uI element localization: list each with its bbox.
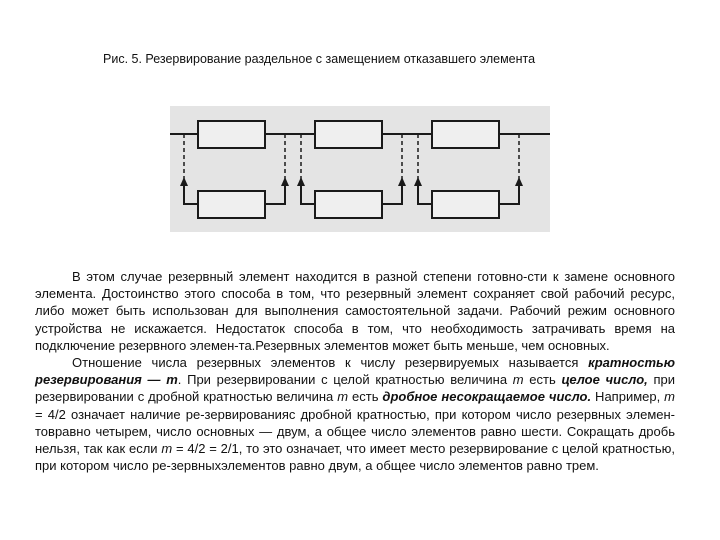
variable-m-2: m <box>337 389 349 405</box>
p2-text-2: . При резервировании с целой кратностью величина <box>177 372 513 388</box>
p2-text-7: = 4/2 означает наличие ре-зервированияс дробной кратностью, при котором число резервных элемен-товравно четырем, число основных — двум, а общее число элементов равно шести. Сокращать дробь нельзя, так как если <box>35 406 675 457</box>
paragraph-1: В этом случае резервный элемент находится в разной степени готовно-сти к замене основного элемента. Достоинство этого способа в том, что резервный элемент сохраняет свой рабочий ресурс, либо может быть использован для выполнения самостоятельной задачи. Рабочий режим основного устройства не искажается. Недостаток способа в том, что необходимость затрачивать время на подключение резервного элемен-та.Резервных элементов может быть меньше, чем основных. <box>35 269 675 353</box>
reserve-element-3 <box>432 191 499 218</box>
reservation-diagram <box>170 106 550 232</box>
term-integer: целое число, <box>561 372 648 388</box>
p2-text-5: есть <box>348 389 383 405</box>
paragraph-2 <box>35 354 675 474</box>
reserve-chain <box>184 186 519 218</box>
p2-text-1: Отношение числа резервных элементов к числу резервируемых называется <box>72 355 589 371</box>
main-element-1 <box>198 121 265 148</box>
main-element-3 <box>432 121 499 148</box>
main-element-2 <box>315 121 382 148</box>
main-chain <box>170 121 550 148</box>
p2-text-4: при резервировании с дробной кратностью величина <box>35 372 675 405</box>
body-text <box>35 268 675 474</box>
term-fraction: дробное несокращаемое число. <box>382 389 592 405</box>
variable-m-4: m <box>161 441 173 457</box>
reserve-element-1 <box>198 191 265 218</box>
p2-text-8: = 4/2 = 2/1, то это означает, что имеет место резервирование с целой кратностью, при котором число ре-зервныхэлементов равно двум, а общее число элементов равно трем. <box>35 441 675 474</box>
variable-m-1: m <box>512 372 524 388</box>
figure-caption: Рис. 5. Резервирование раздельное с замещением отказавшего элемента <box>103 52 536 66</box>
variable-m-3: m <box>664 389 676 405</box>
p2-text-6: Например, <box>591 389 665 405</box>
p2-text-3: есть <box>523 372 562 388</box>
reserve-element-2 <box>315 191 382 218</box>
term-redundancy-ratio: кратностью резервирования — m <box>35 355 675 388</box>
